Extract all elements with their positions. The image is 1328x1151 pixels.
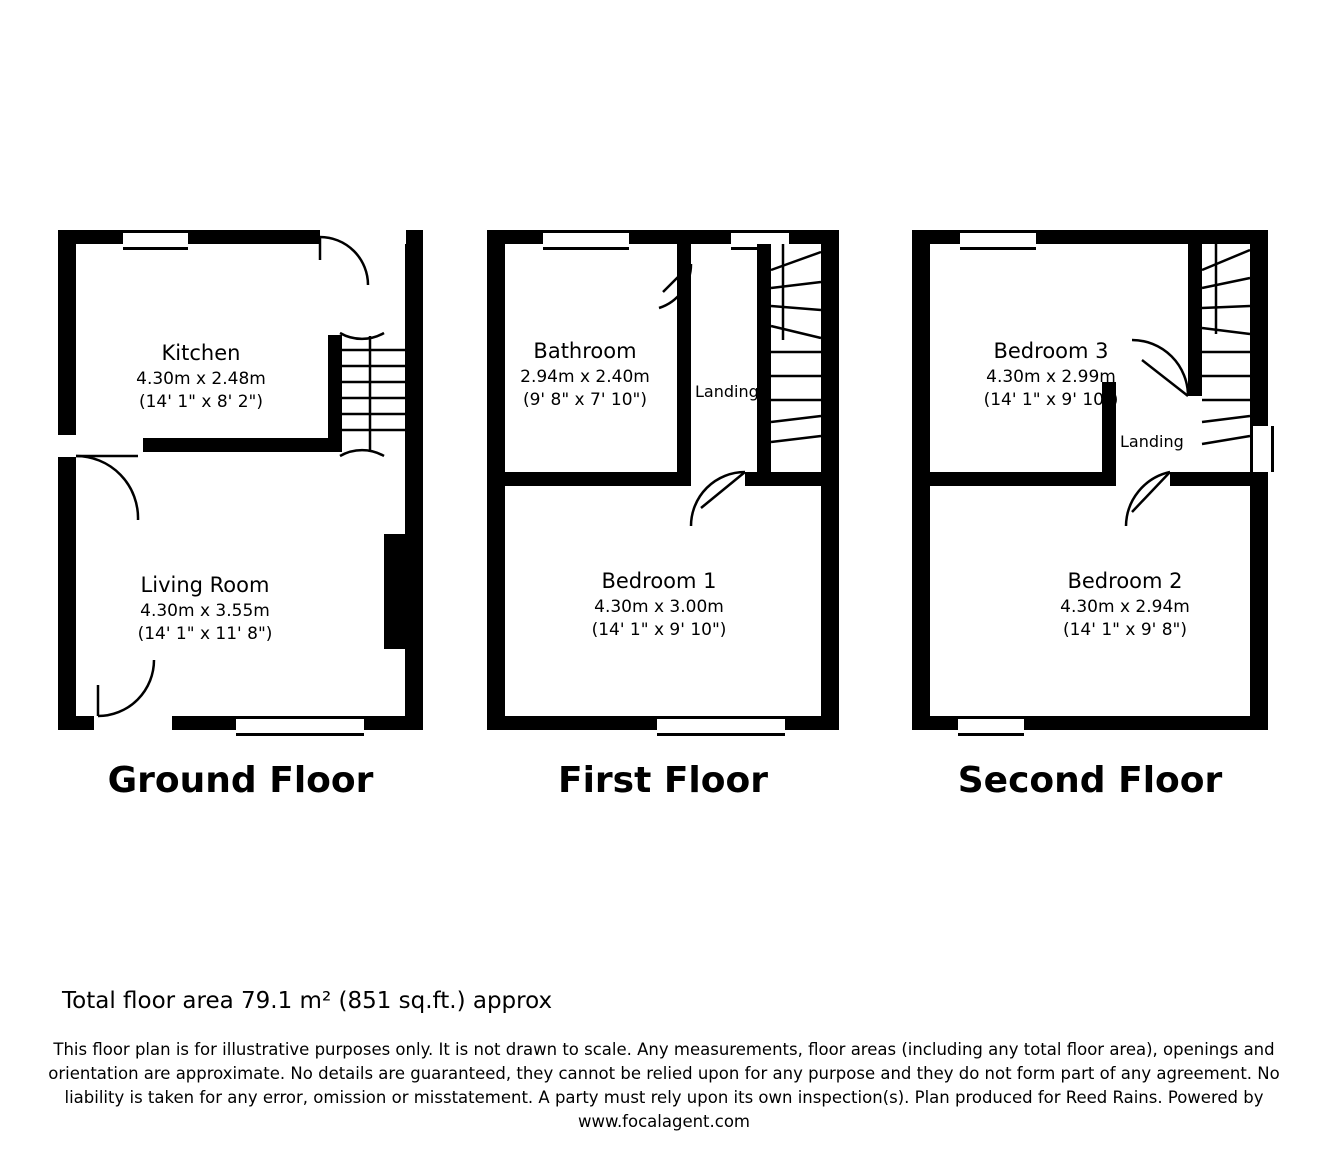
door-swing-top-right	[320, 237, 368, 285]
annotation-landing-second: Landing	[1120, 432, 1184, 451]
first-floor-details	[487, 230, 839, 730]
room-name: Living Room	[140, 573, 270, 597]
room-name: Bedroom 2	[1067, 569, 1183, 593]
room-dims-metric: 4.30m x 2.99m	[986, 366, 1116, 387]
floor-title-ground: Ground Floor	[107, 760, 374, 801]
stairs-ground	[342, 336, 405, 452]
room-name: Bedroom 1	[601, 569, 717, 593]
room-dims-imperial: (9' 8" x 7' 10")	[522, 389, 647, 410]
room-dims-metric: 2.94m x 2.40m	[520, 366, 650, 387]
disclaimer-text: This floor plan is for illustrative purposes only. It is not drawn to scale. Any measurements, floor areas (including any total floor area), openings and orientation are approximate. No details are guaranteed, they cannot be relied upon for any purpose and they do not form part of any agreement. No liability is taken for any error, omission or misstatement. A party must rely upon its own inspection(s). Plan produced for Reed Rains. Powered by www.focalagent.com	[48, 1040, 1280, 1131]
room-dims-imperial: (14' 1" x 9' 10")	[591, 619, 727, 640]
room-dims-imperial: (14' 1" x 11' 8")	[137, 623, 273, 644]
floor-title-first: First Floor	[557, 760, 768, 801]
room-dims-imperial: (14' 1" x 8' 2")	[138, 391, 263, 412]
second-floor-details	[912, 230, 1268, 730]
door-swing-entrance	[98, 660, 154, 716]
floor-plan-first	[487, 230, 839, 730]
room-dims-metric: 4.30m x 3.55m	[140, 600, 270, 621]
room-name: Kitchen	[161, 341, 241, 365]
room-label-bedroom2	[1014, 568, 1236, 641]
room-label-bedroom1	[549, 568, 769, 641]
room-dims-metric: 4.30m x 2.94m	[1060, 596, 1190, 617]
floor-plan-ground	[58, 230, 423, 730]
stairs-second	[1202, 244, 1250, 472]
room-name: Bathroom	[533, 339, 637, 363]
stairs-first	[771, 244, 821, 472]
floor-title-second: Second Floor	[957, 760, 1223, 801]
door-swing-bedroom1	[691, 472, 745, 526]
room-label-kitchen	[86, 340, 316, 413]
annotation-landing-first: Landing	[695, 382, 759, 401]
room-label-living-room	[80, 572, 330, 645]
ground-floor-details	[58, 230, 423, 730]
room-dims-imperial: (14' 1" x 9' 8")	[1062, 619, 1187, 640]
door-swing-bathroom	[659, 264, 691, 308]
total-floor-area: Total floor area 79.1 m² (851 sq.ft.) approx	[62, 988, 553, 1014]
door-swing-left	[76, 456, 138, 520]
room-dims-metric: 4.30m x 2.48m	[136, 368, 266, 389]
room-name: Bedroom 3	[993, 339, 1109, 363]
door-swing-bedroom2	[1126, 472, 1170, 526]
room-dims-imperial: (14' 1" x 9' 10")	[983, 389, 1119, 410]
room-dims-metric: 4.30m x 3.00m	[594, 596, 724, 617]
room-label-bathroom	[483, 338, 687, 411]
floor-plan-second	[912, 230, 1268, 730]
room-label-bedroom3	[940, 338, 1162, 411]
